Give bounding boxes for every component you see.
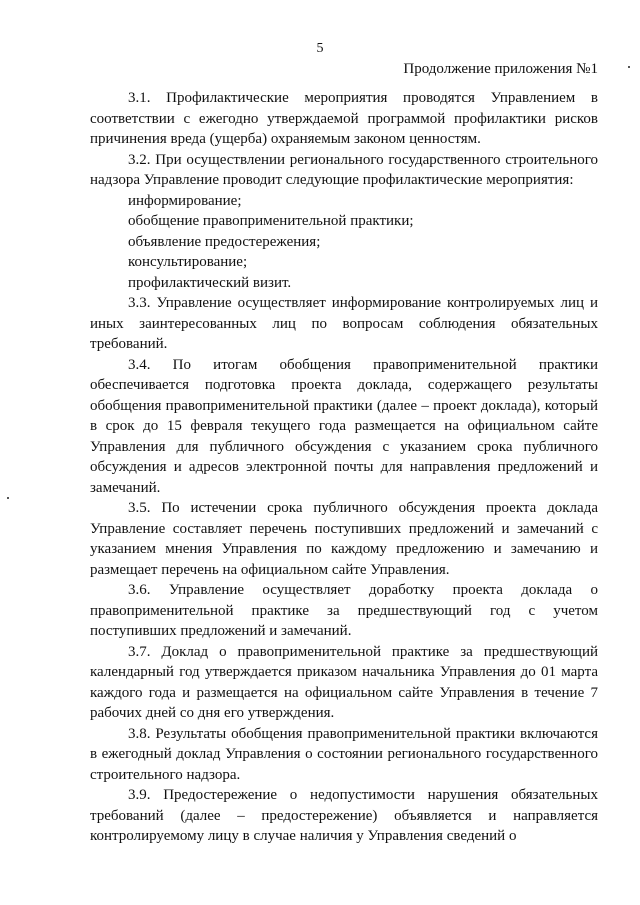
list-item: профилактический визит. [128,274,292,291]
list-item: информирование; [128,192,242,209]
preventive-measures-list [90,191,598,294]
paragraph-3-1: 3.1. Профилактические мероприятия проводятся Управлением в соответствии с ежегодно утверждаемой программой профилактики рисков причинения вреда (ущерба) охраняемым законом ценностям. [90,90,598,147]
page-number: 5 [316,41,324,56]
paragraph-3-3: 3.3. Управление осуществляет информирование контролируемых лиц и иных заинтересованных лиц по вопросам соблюдения обязательных требований. [90,295,598,352]
scan-speck [628,66,630,68]
scan-speck [7,497,9,499]
paragraph-3-5: 3.5. По истечении срока публичного обсуждения проекта доклада Управление составляет перечень поступивших предложений и замечаний с указанием мнения Управления по каждому предложению и замечанию и размещает перечень на официальном сайте Управления. [90,500,598,578]
paragraph-3-8: 3.8. Результаты обобщения правоприменительной практики включаются в ежегодный доклад Управления о состоянии регионального государственного строительного надзора. [90,725,598,783]
list-item: обобщение правоприменительной практики; [128,213,414,229]
appendix-continuation-note: Продолжение приложения №1 [403,61,598,77]
paragraph-3-9: 3.9. Предостережение о недопустимости нарушения обязательных требований (далее – предостережение) объявляется и направляется контролируемому лицу в случае наличия у Управления сведений о [90,787,598,844]
paragraph-3-2: 3.2. При осуществлении регионального государственного строительного надзора Управление проводит следующие профилактические мероприятия: [90,151,598,188]
paragraph-3-4: 3.4. По итогам обобщения правоприменительной практики обеспечивается подготовка проекта доклада, содержащего результаты обобщения правоприменительной практики (далее – проект доклада), который в срок до 15 февраля текущего года размещается на официальном сайте Управления для публичного обсуждения с указанием срока публичного обсуждения и адресов электронной почты для направления предложений и замечаний. [90,356,598,496]
list-item: консультирование; [128,254,248,270]
paragraph-3-7: 3.7. Доклад о правоприменительной практике за предшествующий календарный год утверждается приказом начальника Управления до 01 марта каждого года и размещается на официальном сайте Управления в течение 7 рабочих дней со дня его утверждения. [90,643,598,721]
list-item: объявление предостережения; [128,233,321,250]
document-body [90,88,598,847]
paragraph-3-6: 3.6. Управление осуществляет доработку проекта доклада о правоприменительной практике за предшествующий год с учетом поступивших предложений и замечаний. [90,582,598,639]
